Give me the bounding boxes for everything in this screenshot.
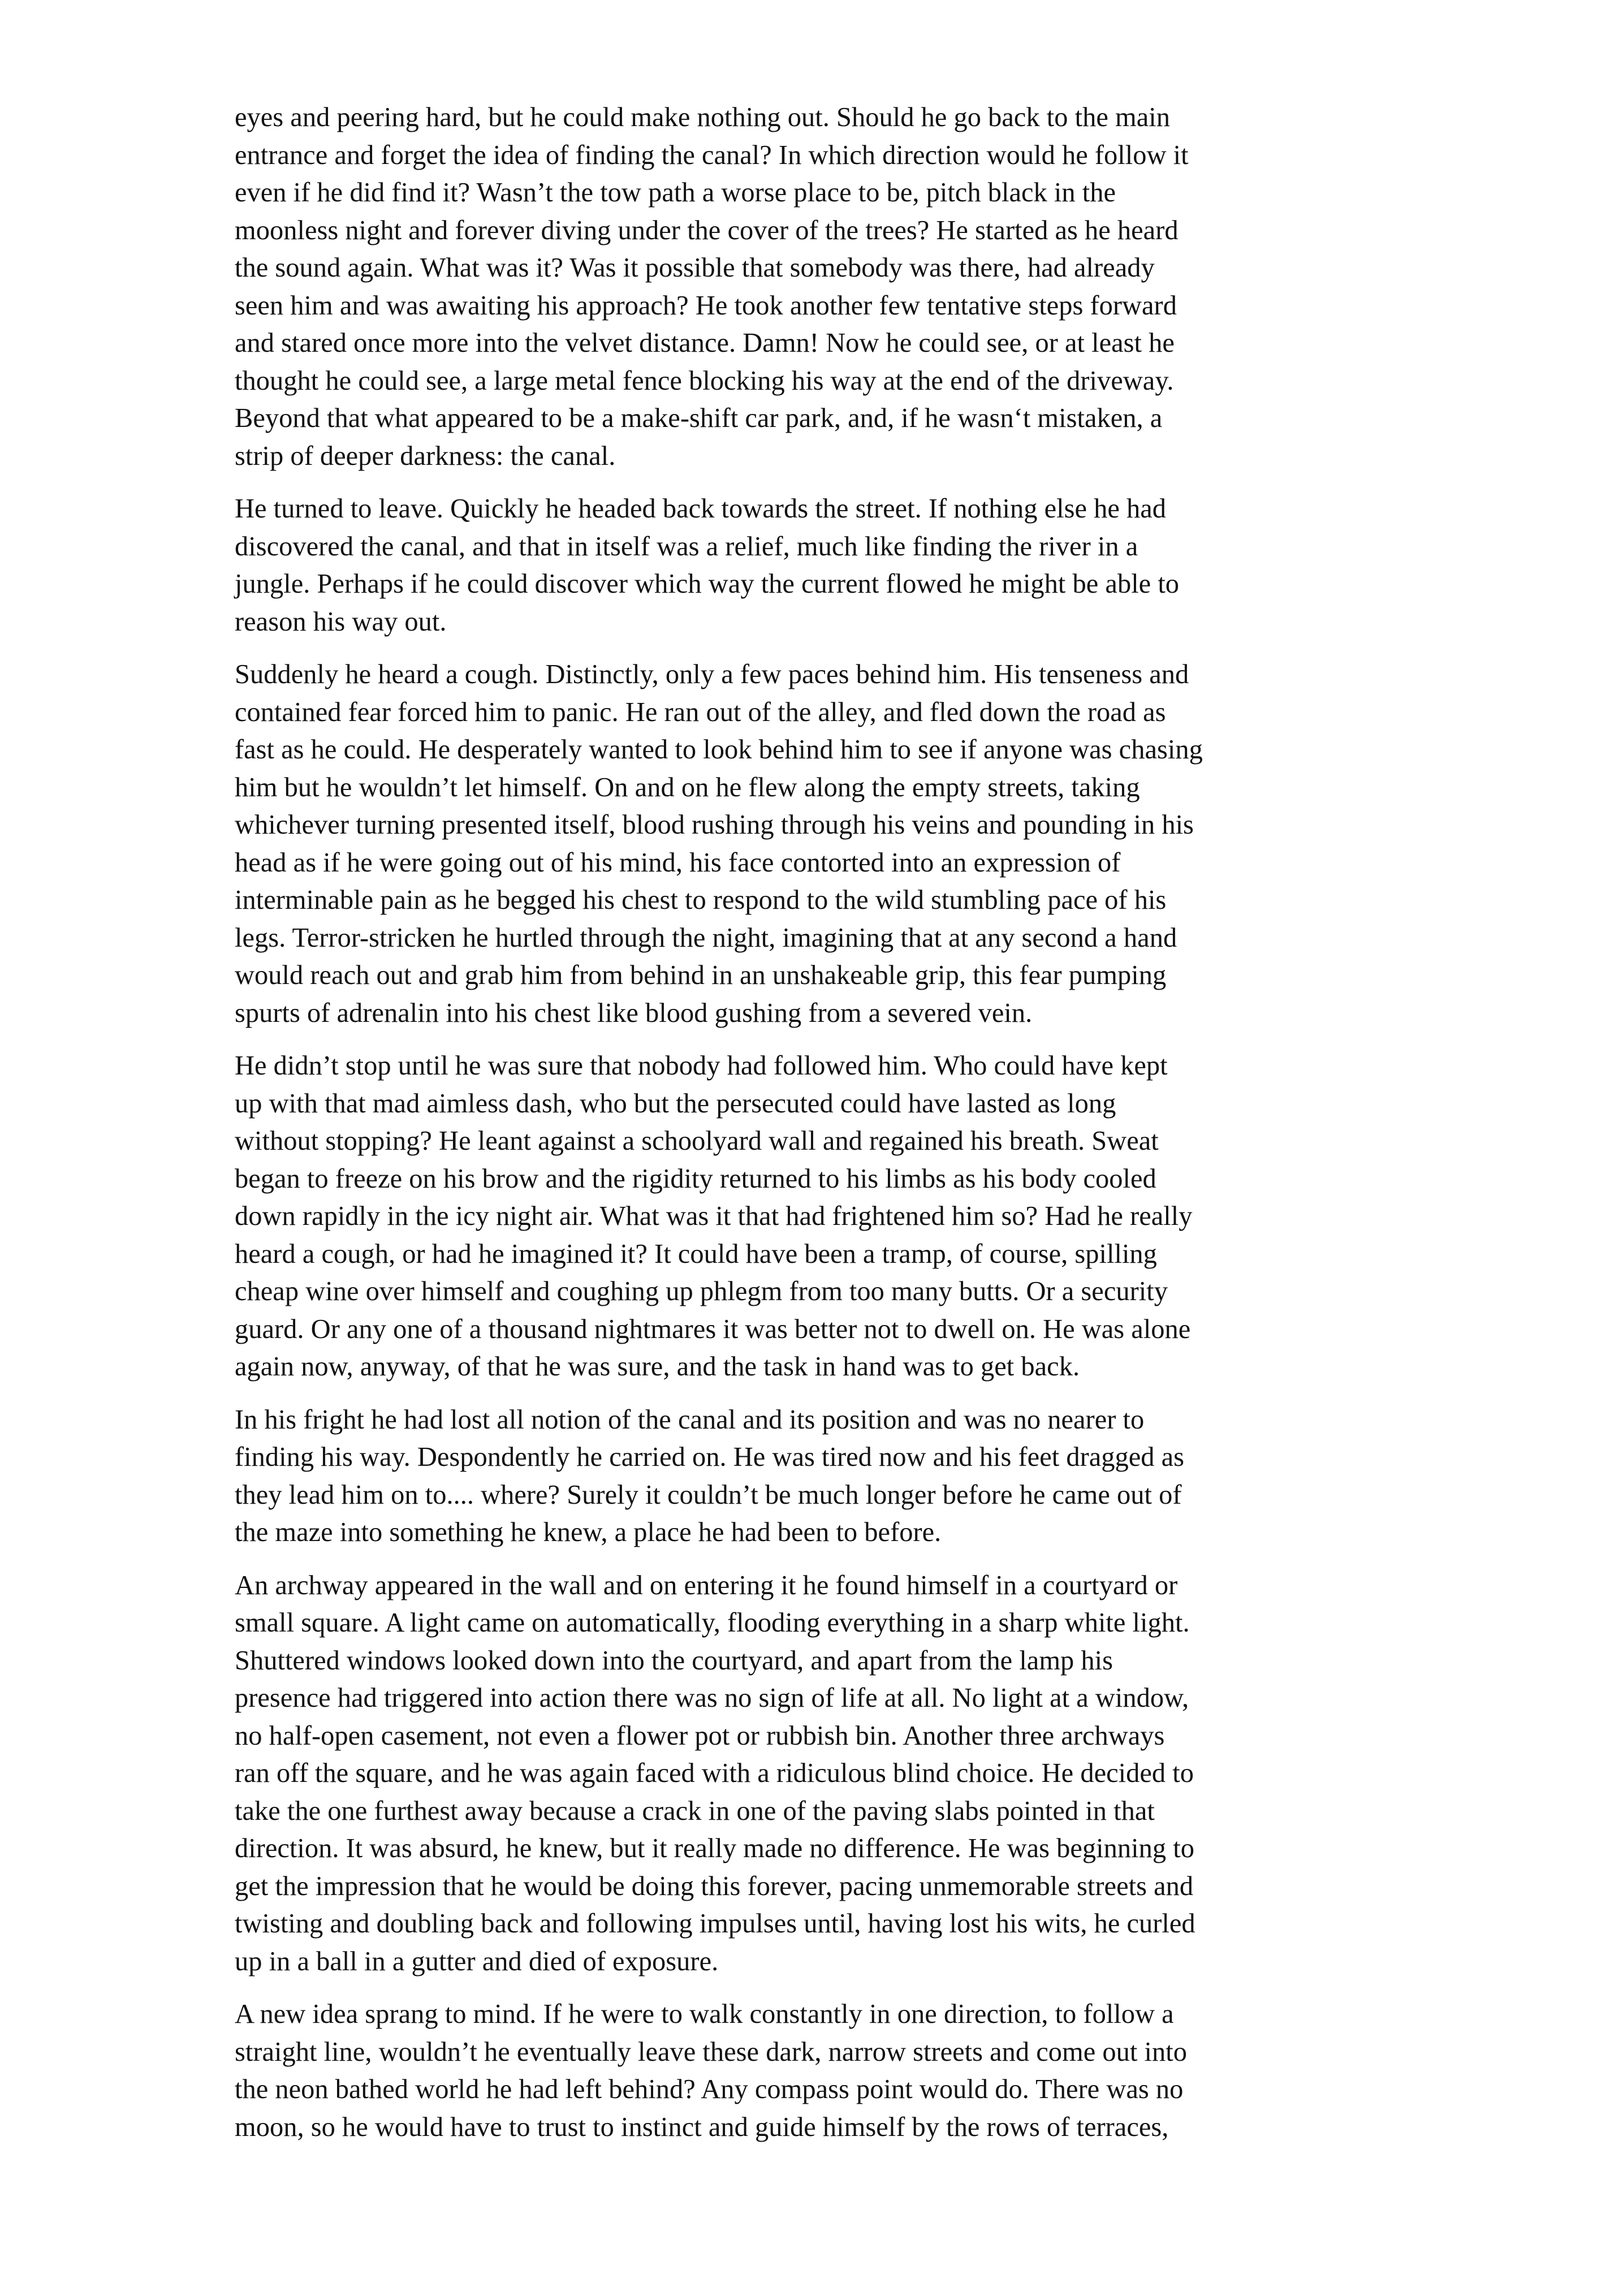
text-line: straight line, wouldn’t he eventually leave these dark, narrow streets and come out into	[235, 2036, 1187, 2067]
text-line: small square. A light came on automatically, flooding everything in a sharp white light.	[235, 1608, 1190, 1638]
text-line: thought he could see, a large metal fence blocking his way at the end of the driveway.	[235, 365, 1174, 396]
text-line: the maze into something he knew, a place he had been to before.	[235, 1517, 942, 1547]
text-line: down rapidly in the icy night air. What was it that had frightened him so? Had he really	[235, 1201, 1193, 1231]
text-line: presence had triggered into action there was no sign of life at all. No light at a window,	[235, 1683, 1189, 1713]
text-line: legs. Terror-stricken he hurtled through the night, imagining that at any second a hand	[235, 922, 1177, 953]
text-line: He didn’t stop until he was sure that nobody had followed him. Who could have kept	[235, 1051, 1168, 1081]
text-line: reason his way out.	[235, 606, 447, 637]
text-line: jungle. Perhaps if he could discover which way the current flowed he might be able to	[235, 569, 1180, 599]
paragraph-1	[235, 99, 1417, 475]
text-line: discovered the canal, and that in itself was a relief, much like finding the river in a	[235, 531, 1138, 562]
text-line: An archway appeared in the wall and on entering it he found himself in a courtyard or	[235, 1570, 1178, 1600]
text-line: strip of deeper darkness: the canal.	[235, 441, 616, 471]
text-line: spurts of adrenalin into his chest like blood gushing from a severed vein.	[235, 998, 1033, 1028]
text-line: head as if he were going out of his mind, his face contorted into an expression of	[235, 847, 1121, 878]
text-line: He turned to leave. Quickly he headed back towards the street. If nothing else he had	[235, 494, 1167, 524]
paragraph-3	[235, 656, 1417, 1032]
text-line: even if he did find it? Wasn’t the tow path a worse place to be, pitch black in the	[235, 178, 1116, 208]
text-line: seen him and was awaiting his approach? He took another few tentative steps forward	[235, 290, 1177, 321]
text-line: interminable pain as he begged his chest to respond to the wild stumbling pace of his	[235, 885, 1167, 915]
text-line: began to freeze on his brow and the rigidity returned to his limbs as his body cooled	[235, 1163, 1156, 1194]
text-line: entrance and forget the idea of finding the canal? In which direction would he follow it	[235, 140, 1189, 170]
paragraph-4	[235, 1047, 1417, 1386]
text-line: fast as he could. He desperately wanted to look behind him to see if anyone was chasing	[235, 735, 1203, 765]
text-line: take the one furthest away because a crack in one of the paving slabs pointed in that	[235, 1796, 1155, 1826]
paragraph-5	[235, 1401, 1417, 1552]
text-line: moon, so he would have to trust to instinct and guide himself by the rows of terraces,	[235, 2112, 1169, 2142]
text-line: again now, anyway, of that he was sure, and the task in hand was to get back.	[235, 1352, 1080, 1382]
text-line: the neon bathed world he had left behind? Any compass point would do. There was no	[235, 2074, 1184, 2104]
text-line: heard a cough, or had he imagined it? It could have been a tramp, of course, spilling	[235, 1238, 1157, 1269]
text-line: A new idea sprang to mind. If he were to walk constantly in one direction, to follow a	[235, 1999, 1174, 2029]
text-line: guard. Or any one of a thousand nightmares it was better not to dwell on. He was alone	[235, 1314, 1191, 1344]
text-line: and stared once more into the velvet distance. Damn! Now he could see, or at least he	[235, 328, 1175, 358]
text-line: get the impression that he would be doing this forever, pacing unmemorable streets and	[235, 1871, 1194, 1901]
text-line: cheap wine over himself and coughing up phlegm from too many butts. Or a security	[235, 1276, 1168, 1306]
text-line: finding his way. Despondently he carried on. He was tired now and his feet dragged as	[235, 1442, 1185, 1472]
text-line: without stopping? He leant against a schoolyard wall and regained his breath. Sweat	[235, 1126, 1159, 1156]
text-line: up in a ball in a gutter and died of exposure.	[235, 1946, 719, 1976]
text-line: twisting and doubling back and following impulses until, having lost his wits, he curled	[235, 1909, 1195, 1939]
text-line: Suddenly he heard a cough. Distinctly, only a few paces behind him. His tenseness and	[235, 659, 1189, 689]
text-line: they lead him on to.... where? Surely it couldn’t be much longer before he came out of	[235, 1479, 1182, 1510]
paragraph-7	[235, 1996, 1417, 2146]
text-line: the sound again. What was it? Was it possible that somebody was there, had already	[235, 253, 1155, 283]
document-page	[235, 99, 1417, 2161]
paragraph-2	[235, 490, 1417, 641]
text-line: contained fear forced him to panic. He ran out of the alley, and fled down the road as	[235, 697, 1166, 727]
text-line: Beyond that what appeared to be a make-shift car park, and, if he wasn‘t mistaken, a	[235, 403, 1163, 433]
text-line: In his fright he had lost all notion of the canal and its position and was no nearer to	[235, 1404, 1145, 1435]
text-line: direction. It was absurd, he knew, but it really made no difference. He was beginning to	[235, 1833, 1194, 1863]
paragraph-6	[235, 1567, 1417, 1981]
text-line: whichever turning presented itself, blood rushing through his veins and pounding in his	[235, 810, 1194, 840]
text-line: ran off the square, and he was again faced with a ridiculous blind choice. He decided to	[235, 1758, 1194, 1788]
text-line: eyes and peering hard, but he could make nothing out. Should he go back to the main	[235, 102, 1170, 132]
text-line: moonless night and forever diving under the cover of the trees? He started as he heard	[235, 215, 1179, 245]
text-line: him but he wouldn’t let himself. On and on he flew along the empty streets, taking	[235, 772, 1140, 802]
text-line: up with that mad aimless dash, who but the persecuted could have lasted as long	[235, 1088, 1116, 1119]
text-line: no half-open casement, not even a flower pot or rubbish bin. Another three archways	[235, 1720, 1165, 1751]
text-line: would reach out and grab him from behind in an unshakeable grip, this fear pumping	[235, 960, 1167, 990]
text-line: Shuttered windows looked down into the courtyard, and apart from the lamp his	[235, 1645, 1113, 1676]
